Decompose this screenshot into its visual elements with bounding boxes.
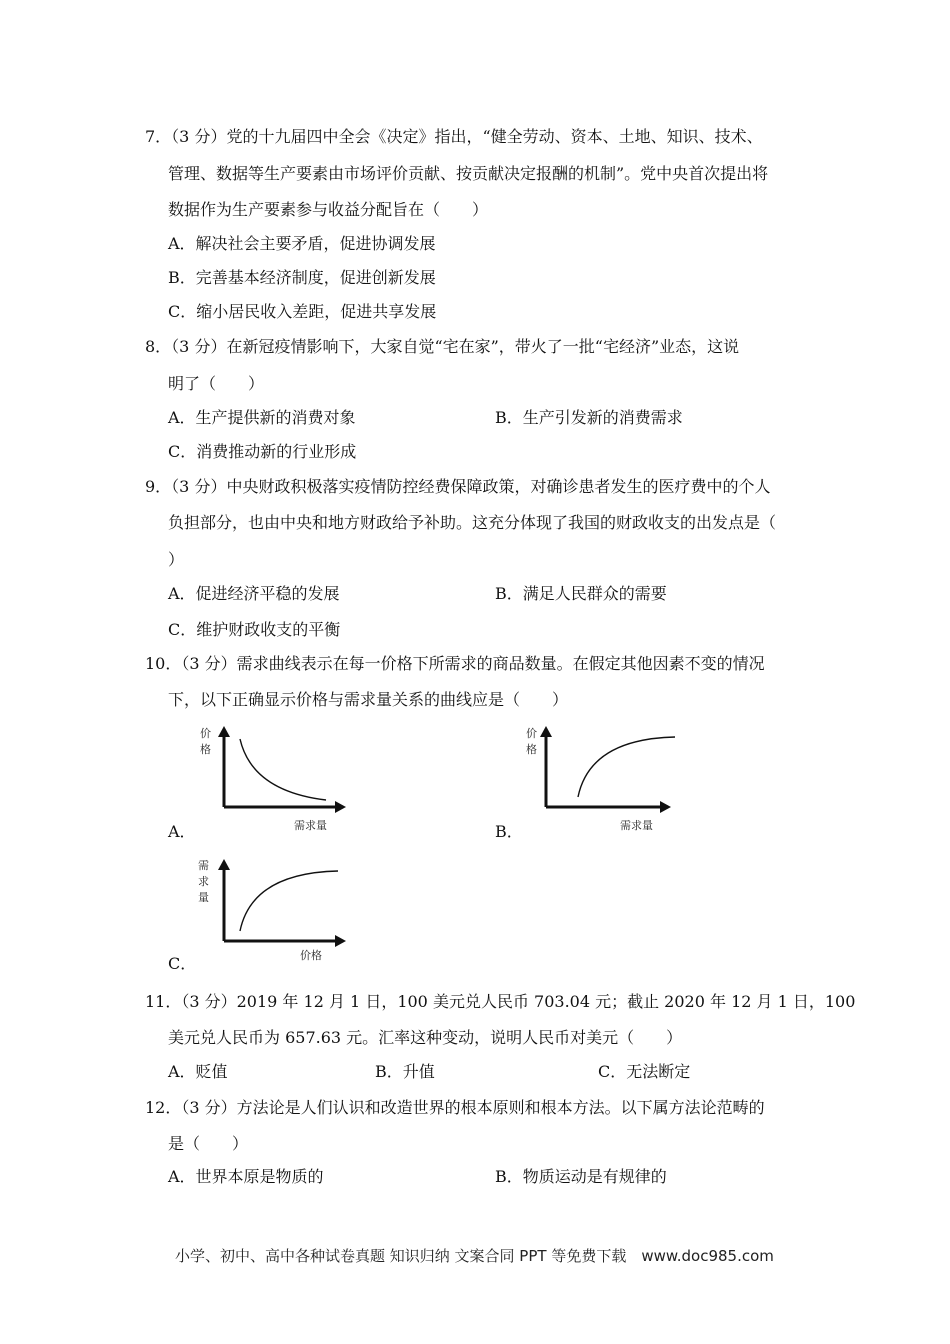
graph-a — [190, 725, 360, 835]
q7-stem-line-3: 数据作为生产要素参与收益分配旨在（ ） — [168, 200, 489, 219]
graph-b-y-label-1: 价 — [526, 727, 537, 740]
q9-stem-line-3: ） — [168, 550, 185, 569]
graph-a-y-arrow — [218, 726, 230, 737]
q9-stem-line-1: 9．（3 分）中央财政积极落实疫情防控经费保障政策，对确诊患者发生的医疗费中的个人 — [145, 477, 771, 496]
footer-ad-text[interactable]: 小学、初中、高中各种试卷真题 知识归纳 文案合同 PPT 等免费下载 www.doc985.com — [175, 1247, 774, 1265]
q7-option-c[interactable]: C．缩小居民收入差距，促进共享发展 — [168, 302, 437, 321]
graph-b-x-label: 需求量 — [620, 819, 653, 832]
graph-b-y-arrow — [540, 726, 552, 737]
q11-stem-line-2: 美元兑人民币为 657.63 元。汇率这种变动，说明人民币对美元（ ） — [168, 1028, 683, 1047]
q11-option-b[interactable]: B．升值 — [375, 1062, 435, 1081]
q11-option-a[interactable]: A．贬值 — [168, 1062, 228, 1081]
q12-option-a[interactable]: A．世界本原是物质的 — [168, 1167, 324, 1186]
q12-stem-line-2: 是（ ） — [168, 1134, 249, 1153]
q12-stem-line-1: 12．（3 分）方法论是人们认识和改造世界的根本原则和根本方法。以下属方法论范畴的 — [145, 1098, 765, 1117]
graph-a-x-label: 需求量 — [294, 819, 327, 832]
graph-c-curve — [240, 871, 338, 931]
graph-a-y-label-2: 格 — [200, 743, 211, 756]
q7-stem-line-1: 7．（3 分）党的十九届四中全会《决定》指出，“健全劳动、资本、土地、知识、技术、 — [145, 127, 763, 146]
graph-c-y-label-1: 需 — [198, 859, 209, 872]
q11-stem-line-1: 11．（3 分）2019 年 12 月 1 日，100 美元兑人民币 703.04 元；截止 2020 年 12 月 1 日，100 — [145, 992, 856, 1011]
q8-stem-line-2: 明了（ ） — [168, 374, 265, 393]
graph-c-y-label-2: 求 — [198, 875, 209, 888]
q8-stem-line-1: 8．（3 分）在新冠疫情影响下，大家自觉“宅在家”，带火了一批“宅经济”业态，这说 — [145, 337, 740, 356]
q9-stem-line-2: 负担部分，也由中央和地方财政给予补助。这充分体现了我国的财政收支的出发点是（ — [168, 513, 777, 532]
graph-b — [520, 725, 690, 835]
graph-c-y-arrow — [218, 859, 230, 870]
q10-option-c[interactable]: C． — [168, 954, 197, 973]
graph-a-curve — [240, 739, 326, 800]
q8-option-a[interactable]: A．生产提供新的消费对象 — [168, 408, 356, 427]
q10-stem-line-2: 下，以下正确显示价格与需求量关系的曲线应是（ ） — [168, 690, 569, 709]
q10-option-a[interactable]: A． — [168, 822, 196, 841]
q9-option-c[interactable]: C．维护财政收支的平衡 — [168, 620, 341, 639]
graph-b-y-label-2: 格 — [526, 743, 537, 756]
graph-c-y-label-3: 量 — [198, 891, 209, 904]
q11-option-c[interactable]: C．无法断定 — [598, 1062, 691, 1081]
q10-stem-line-1: 10．（3 分）需求曲线表示在每一价格下所需求的商品数量。在假定其他因素不变的情况 — [145, 654, 765, 673]
q10-option-b[interactable]: B． — [495, 822, 523, 841]
graph-b-curve — [578, 737, 675, 797]
q8-option-b[interactable]: B．生产引发新的消费需求 — [495, 408, 683, 427]
q7-option-b[interactable]: B．完善基本经济制度，促进创新发展 — [168, 268, 436, 287]
graph-b-x-arrow — [660, 801, 671, 813]
q7-option-a[interactable]: A．解决社会主要矛盾，促进协调发展 — [168, 234, 436, 253]
q9-option-b[interactable]: B．满足人民群众的需要 — [495, 584, 667, 603]
graph-c-x-label: 价格 — [300, 949, 322, 962]
q7-stem-line-2: 管理、数据等生产要素由市场评价贡献、按贡献决定报酬的机制”。党中央首次提出将 — [168, 164, 769, 183]
graph-c-x-arrow — [335, 935, 346, 947]
q12-option-b[interactable]: B．物质运动是有规律的 — [495, 1167, 667, 1186]
q9-option-a[interactable]: A．促进经济平稳的发展 — [168, 584, 340, 603]
graph-a-y-label-1: 价 — [200, 727, 211, 740]
graph-c — [190, 855, 360, 965]
q8-option-c[interactable]: C．消费推动新的行业形成 — [168, 442, 357, 461]
graph-a-x-arrow — [335, 801, 346, 813]
